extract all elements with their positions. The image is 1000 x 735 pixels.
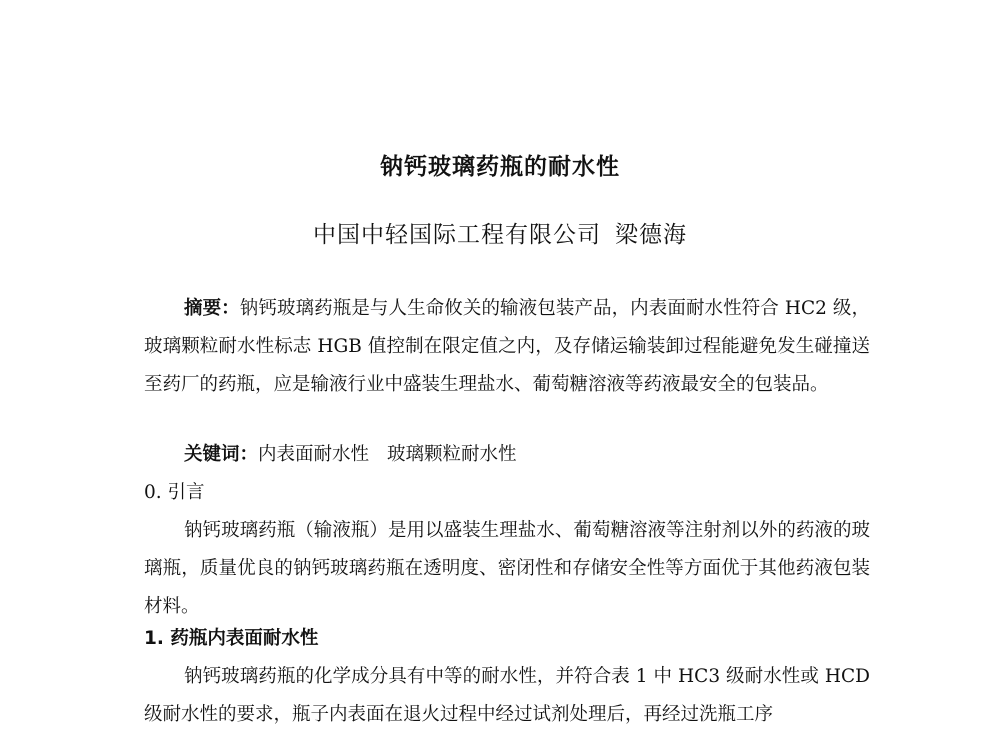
section-heading: 0. 引言: [144, 482, 205, 503]
keyword-item: 内表面耐水性: [258, 444, 370, 465]
paper-title: 钠钙玻璃药瓶的耐水性: [380, 154, 620, 180]
keywords-label: 关键词：: [184, 444, 259, 465]
section-paragraph: 钠钙玻璃药瓶（输液瓶）是用以盛装生理盐水、葡萄糖溶液等注射剂以外的药液的玻璃瓶，质量优良的钠钙玻璃药瓶在透明度、密闭性和存储安全性等方面优于其他药液包装材料。: [144, 520, 870, 617]
keywords-line: [144, 436, 870, 474]
abstract-text: 钠钙玻璃药瓶是与人生命攸关的输液包装产品，内表面耐水性符合 HC2 级，玻璃颗粒耐水性标志 HGB 值控制在限定值之内，及存储运输装卸过程能避免发生碰撞送至药厂的药瓶，应是输液行业中盛装生理盐水、葡萄糖溶液等药液最安全的包装品。: [144, 298, 870, 395]
organization: 中国中轻国际工程有限公司: [313, 222, 601, 248]
keyword-item: 玻璃颗粒耐水性: [387, 444, 517, 465]
section-heading: 1. 药瓶内表面耐水性: [144, 628, 319, 649]
abstract-label: 摘要：: [184, 298, 240, 319]
section-paragraph: 钠钙玻璃药瓶的化学成分具有中等的耐水性，并符合表 1 中 HC3 级耐水性或 HCD 级耐水性的要求，瓶子内表面在退火过程中经过试剂处理后，再经过洗瓶工序: [144, 666, 870, 725]
abstract-paragraph: [144, 290, 870, 404]
author-name: 梁德海: [615, 222, 687, 248]
author-line: [0, 216, 1000, 249]
